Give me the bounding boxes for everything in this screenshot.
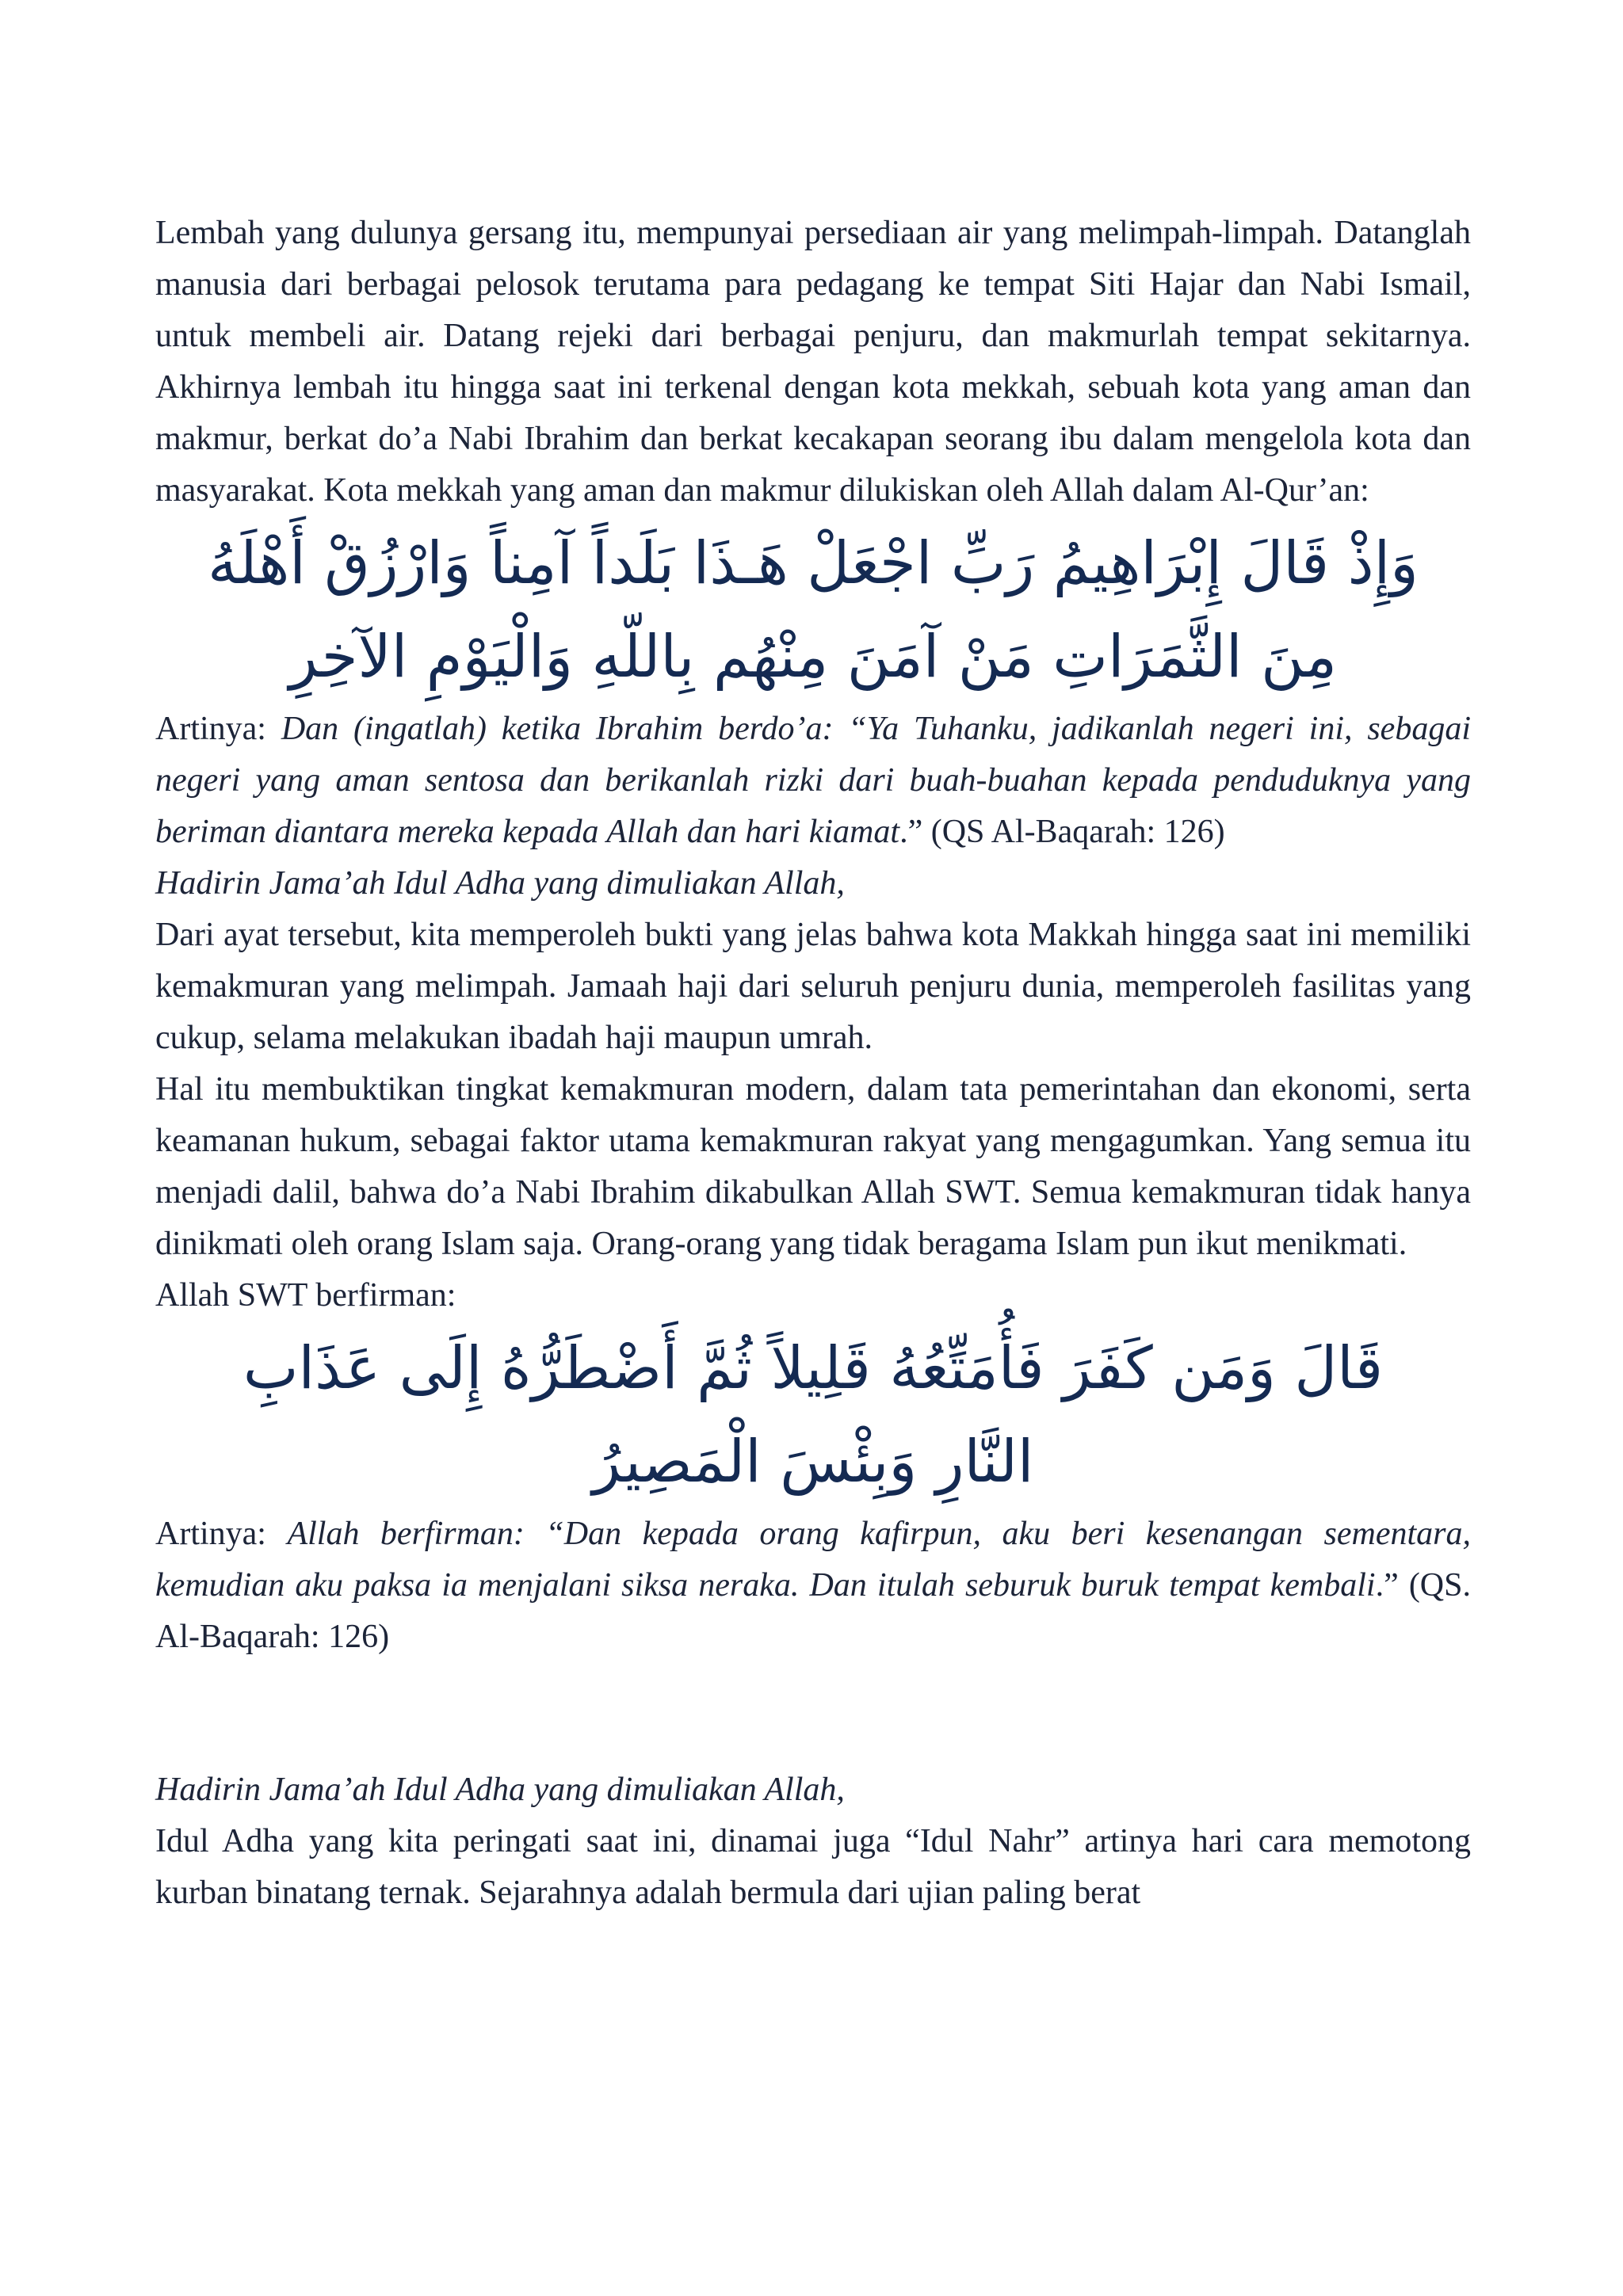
document-page [155,208,1471,1919]
translation-1-label: Artinya: [155,711,281,747]
translation-2-text: Allah berfirman: “Dan kepada orang kafirpun, aku beri kesenangan sementara, kemudian aku paksa ia menjalani siksa neraka. Dan itulah seburuk buruk tempat kembali [155,1516,1471,1604]
translation-1 [155,704,1471,858]
paragraph-kemakmuran: Hal itu membuktikan tingkat kemakmuran modern, dalam tata pemerintahan dan ekonomi, serta keamanan hukum, sebagai faktor utama kemakmuran rakyat yang mengagumkan. Yang semua itu menjadi dalil, bahwa do’a Nabi Ibrahim dikabulkan Allah SWT. Semua kemakmuran tidak hanya dinikmati oleh orang Islam saja. Orang-orang yang tidak beragama Islam pun ikut menikmati. [155,1071,1471,1262]
salutation-1: Hadirin Jama’ah Idul Adha yang dimuliakan Allah, [155,865,845,902]
translation-1-reference: .” (QS Al-Baqarah: 126) [899,814,1225,850]
paragraph-lembah: Lembah yang dulunya gersang itu, mempunyai persediaan air yang melimpah-limpah. Datanglah manusia dari berbagai pelosok terutama para pedagang ke tempat Siti Hajar dan Nabi Ismail, untuk membeli air. Datang rejeki dari berbagai penjuru, dan makmurlah tempat sekitarnya. Akhirnya lembah itu hingga saat ini terkenal dengan kota mekkah, sebuah kota yang aman dan makmur, berkat do’a Nabi Ibrahim dan berkat kecakapan seorang ibu dalam mengelola kota dan masyarakat. Kota mekkah yang aman dan makmur dilukiskan oleh Allah dalam Al-Qur’an: [155,215,1471,509]
paragraph-ayat-tersebut: Dari ayat tersebut, kita memperoleh bukti yang jelas bahwa kota Makkah hingga saat ini memiliki kemakmuran yang melimpah. Jamaah haji dari seluruh penjuru dunia, memperoleh fasilitas yang cukup, selama melakukan ibadah haji maupun umrah. [155,917,1471,1056]
translation-2-reference: .” (QS. Al-Baqarah: 126) [155,1567,1471,1655]
arabic-verse-2-line-1: قَالَ وَمَن كَفَرَ فَأُمَتِّعُهُ قَلِيلاً ثُمَّ أَضْطَرُّهُ إِلَى عَذَابِ [242,1334,1384,1402]
translation-2-label: Artinya: [155,1516,288,1552]
paragraph-idul-adha: Idul Adha yang kita peringati saat ini, dinamai juga “Idul Nahr” artinya hari cara memotong kurban binatang ternak. Sejarahnya adalah bermula dari ujian paling berat [155,1823,1471,1911]
arabic-verse-2-line-2: النَّارِ وَبِئْسَ الْمَصِيرُ [592,1428,1034,1496]
salutation-2: Hadirin Jama’ah Idul Adha yang dimuliakan Allah, [155,1772,845,1808]
allah-berfirman-label: Allah SWT berfirman: [155,1277,456,1314]
arabic-verse-1-line-2: مِنَ الثَّمَرَاتِ مَنْ آمَنَ مِنْهُم بِاللّهِ وَالْيَوْمِ الآخِرِ [288,623,1338,691]
translation-1-text: Dan (ingatlah) ketika Ibrahim berdo’a: “Ya Tuhanku, jadikanlah negeri ini, sebagai negeri yang aman sentosa dan berikanlah rizki dari buah-buahan kepada penduduknya yang beriman diantara mereka kepada Allah dan hari kiamat [155,711,1471,850]
translation-2 [155,1508,1471,1663]
arabic-verse-1-line-1: وَإِذْ قَالَ إِبْرَاهِيمُ رَبِّ اجْعَلْ هَـذَا بَلَداً آمِناً وَارْزُقْ أَهْلَهُ [208,529,1419,597]
section-spacer [155,1663,1471,1764]
